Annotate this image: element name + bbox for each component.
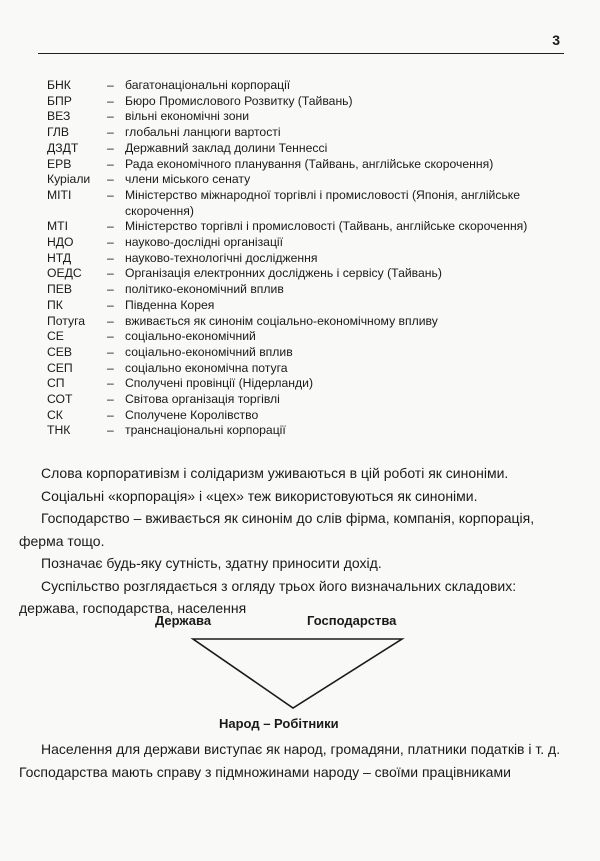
abbreviation-term: МІТІ: [47, 187, 72, 202]
abbreviation-term: СЕ: [47, 329, 64, 344]
abbreviation-definition: соціально-економічний: [125, 329, 256, 344]
abbreviation-term: СЕП: [47, 360, 73, 375]
diagram-label-state: Держава: [155, 613, 212, 628]
abbreviation-dash: –: [107, 109, 114, 124]
abbreviation-definition: політико-економічний вплив: [125, 282, 284, 297]
abbreviation-definition: члени міського сенату: [125, 172, 251, 187]
abbreviation-definition: соціально-економічний вплив: [125, 344, 293, 359]
paragraph: Позначає будь-яку сутність, здатну приносити дохід.: [41, 555, 382, 571]
abbreviation-definition: Міністерство торгівлі і промисловості (Тайвань, англійське скорочення): [125, 219, 528, 234]
abbreviation-dash: –: [107, 125, 114, 140]
abbreviation-dash: –: [107, 407, 114, 422]
abbreviation-dash: –: [107, 282, 114, 297]
abbreviation-definition: Сполучене Королівство: [125, 407, 259, 422]
abbreviation-dash: –: [107, 392, 114, 407]
abbreviation-dash: –: [107, 376, 114, 391]
abbreviation-dash: –: [107, 329, 114, 344]
abbreviation-term: НТД: [47, 250, 72, 265]
abbreviation-dash: –: [107, 313, 114, 328]
paragraph: Суспільство розглядається з огляду трьох його визначальних складових: держава, господарства, населення: [19, 577, 517, 616]
abbreviation-dash: –: [107, 266, 114, 281]
abbreviation-term: ОЕДС: [47, 266, 82, 281]
abbreviation-definition: багатонаціональні корпорації: [125, 78, 291, 92]
page-number: 3: [552, 32, 560, 48]
abbreviation-term: Куріали: [47, 172, 91, 187]
abbreviation-term: БПР: [47, 93, 72, 108]
abbreviation-dash: –: [107, 235, 114, 250]
abbreviation-dash: –: [107, 219, 114, 234]
abbreviation-definition: глобальні ланцюги вартості: [125, 125, 281, 140]
abbreviation-definition: вживається як синонім соціально-економічному впливу: [125, 313, 438, 328]
abbreviation-dash: –: [107, 297, 114, 312]
abbreviation-dash: –: [107, 344, 114, 359]
abbreviation-definition: науково-дослідні організації: [125, 235, 284, 250]
abbreviation-dash: –: [107, 78, 114, 92]
paragraph: Слова корпоративізм і солідаризм уживаються в цій роботі як синоніми.: [41, 465, 509, 481]
abbreviation-definition: Рада економічного планування (Тайвань, англійське скорочення): [125, 156, 494, 171]
abbreviation-term: НДО: [47, 235, 74, 250]
abbreviation-term: СОТ: [47, 392, 73, 407]
abbreviation-term: БНК: [47, 78, 71, 92]
abbreviation-term: ГЛВ: [47, 125, 70, 140]
abbreviation-definition: транснаціональні корпорації: [125, 423, 286, 438]
diagram-label-people: Народ – Робітники: [219, 716, 339, 731]
abbreviation-dash: –: [107, 423, 114, 438]
paragraph: Населення для держави виступає як народ, громадяни, платники податків і т. д. Господарства мають справу з підмножинами народу – своїми працівниками: [19, 741, 561, 780]
abbreviation-term: ПК: [47, 297, 63, 312]
abbreviation-dash: –: [107, 140, 114, 155]
abbreviation-dash: –: [107, 360, 114, 375]
abbreviation-term: ДЗДТ: [47, 140, 79, 155]
triangle-shape: [193, 639, 402, 708]
abbreviation-term: ТНК: [47, 423, 71, 438]
abbreviation-definition: соціально економічна потуга: [125, 360, 288, 375]
abbreviation-definition: Міністерство міжнародної торгівлі і промисловості (Японія, англійське скорочення): [125, 187, 521, 218]
abbreviation-dash: –: [107, 250, 114, 265]
abbreviation-dash: –: [107, 172, 114, 187]
abbreviation-definition: Південна Корея: [125, 297, 215, 312]
closing-text: [19, 738, 570, 783]
paragraph: Господарство – вживається як синонім до слів фірма, компанія, корпорація, ферма тощо.: [19, 510, 535, 549]
abbreviation-term: МТІ: [47, 219, 68, 234]
abbreviation-definition: вільні економічні зони: [125, 109, 250, 124]
abbreviation-term: СК: [47, 407, 63, 422]
abbreviation-term: ЕРВ: [47, 156, 72, 171]
abbreviation-term: СЕВ: [47, 344, 73, 359]
abbreviation-dash: –: [107, 93, 114, 108]
abbreviation-term: СП: [47, 376, 65, 391]
abbreviation-definition: Сполучені провінції (Нідерланди): [125, 376, 314, 391]
abbreviation-term: ПЕВ: [47, 282, 73, 297]
abbreviation-term: Потуга: [47, 313, 86, 328]
diagram-label-businesses: Господарства: [307, 613, 397, 628]
abbreviation-definition: Бюро Промислового Розвитку (Тайвань): [125, 93, 353, 108]
abbreviation-definition: науково-технологічні дослідження: [125, 250, 318, 265]
paragraph: Соціальні «корпорація» і «цех» теж використовуються як синоніми.: [41, 487, 478, 504]
abbreviation-definition: Світова організація торгівлі: [125, 392, 280, 407]
abbreviation-dash: –: [107, 156, 114, 171]
abbreviation-definition: Державний заклад долини Теннессі: [125, 140, 328, 155]
abbreviation-term: ВЕЗ: [47, 109, 71, 124]
abbreviation-definition: Організація електронних досліджень і сервісу (Тайвань): [125, 266, 442, 281]
abbreviation-dash: –: [107, 187, 114, 202]
